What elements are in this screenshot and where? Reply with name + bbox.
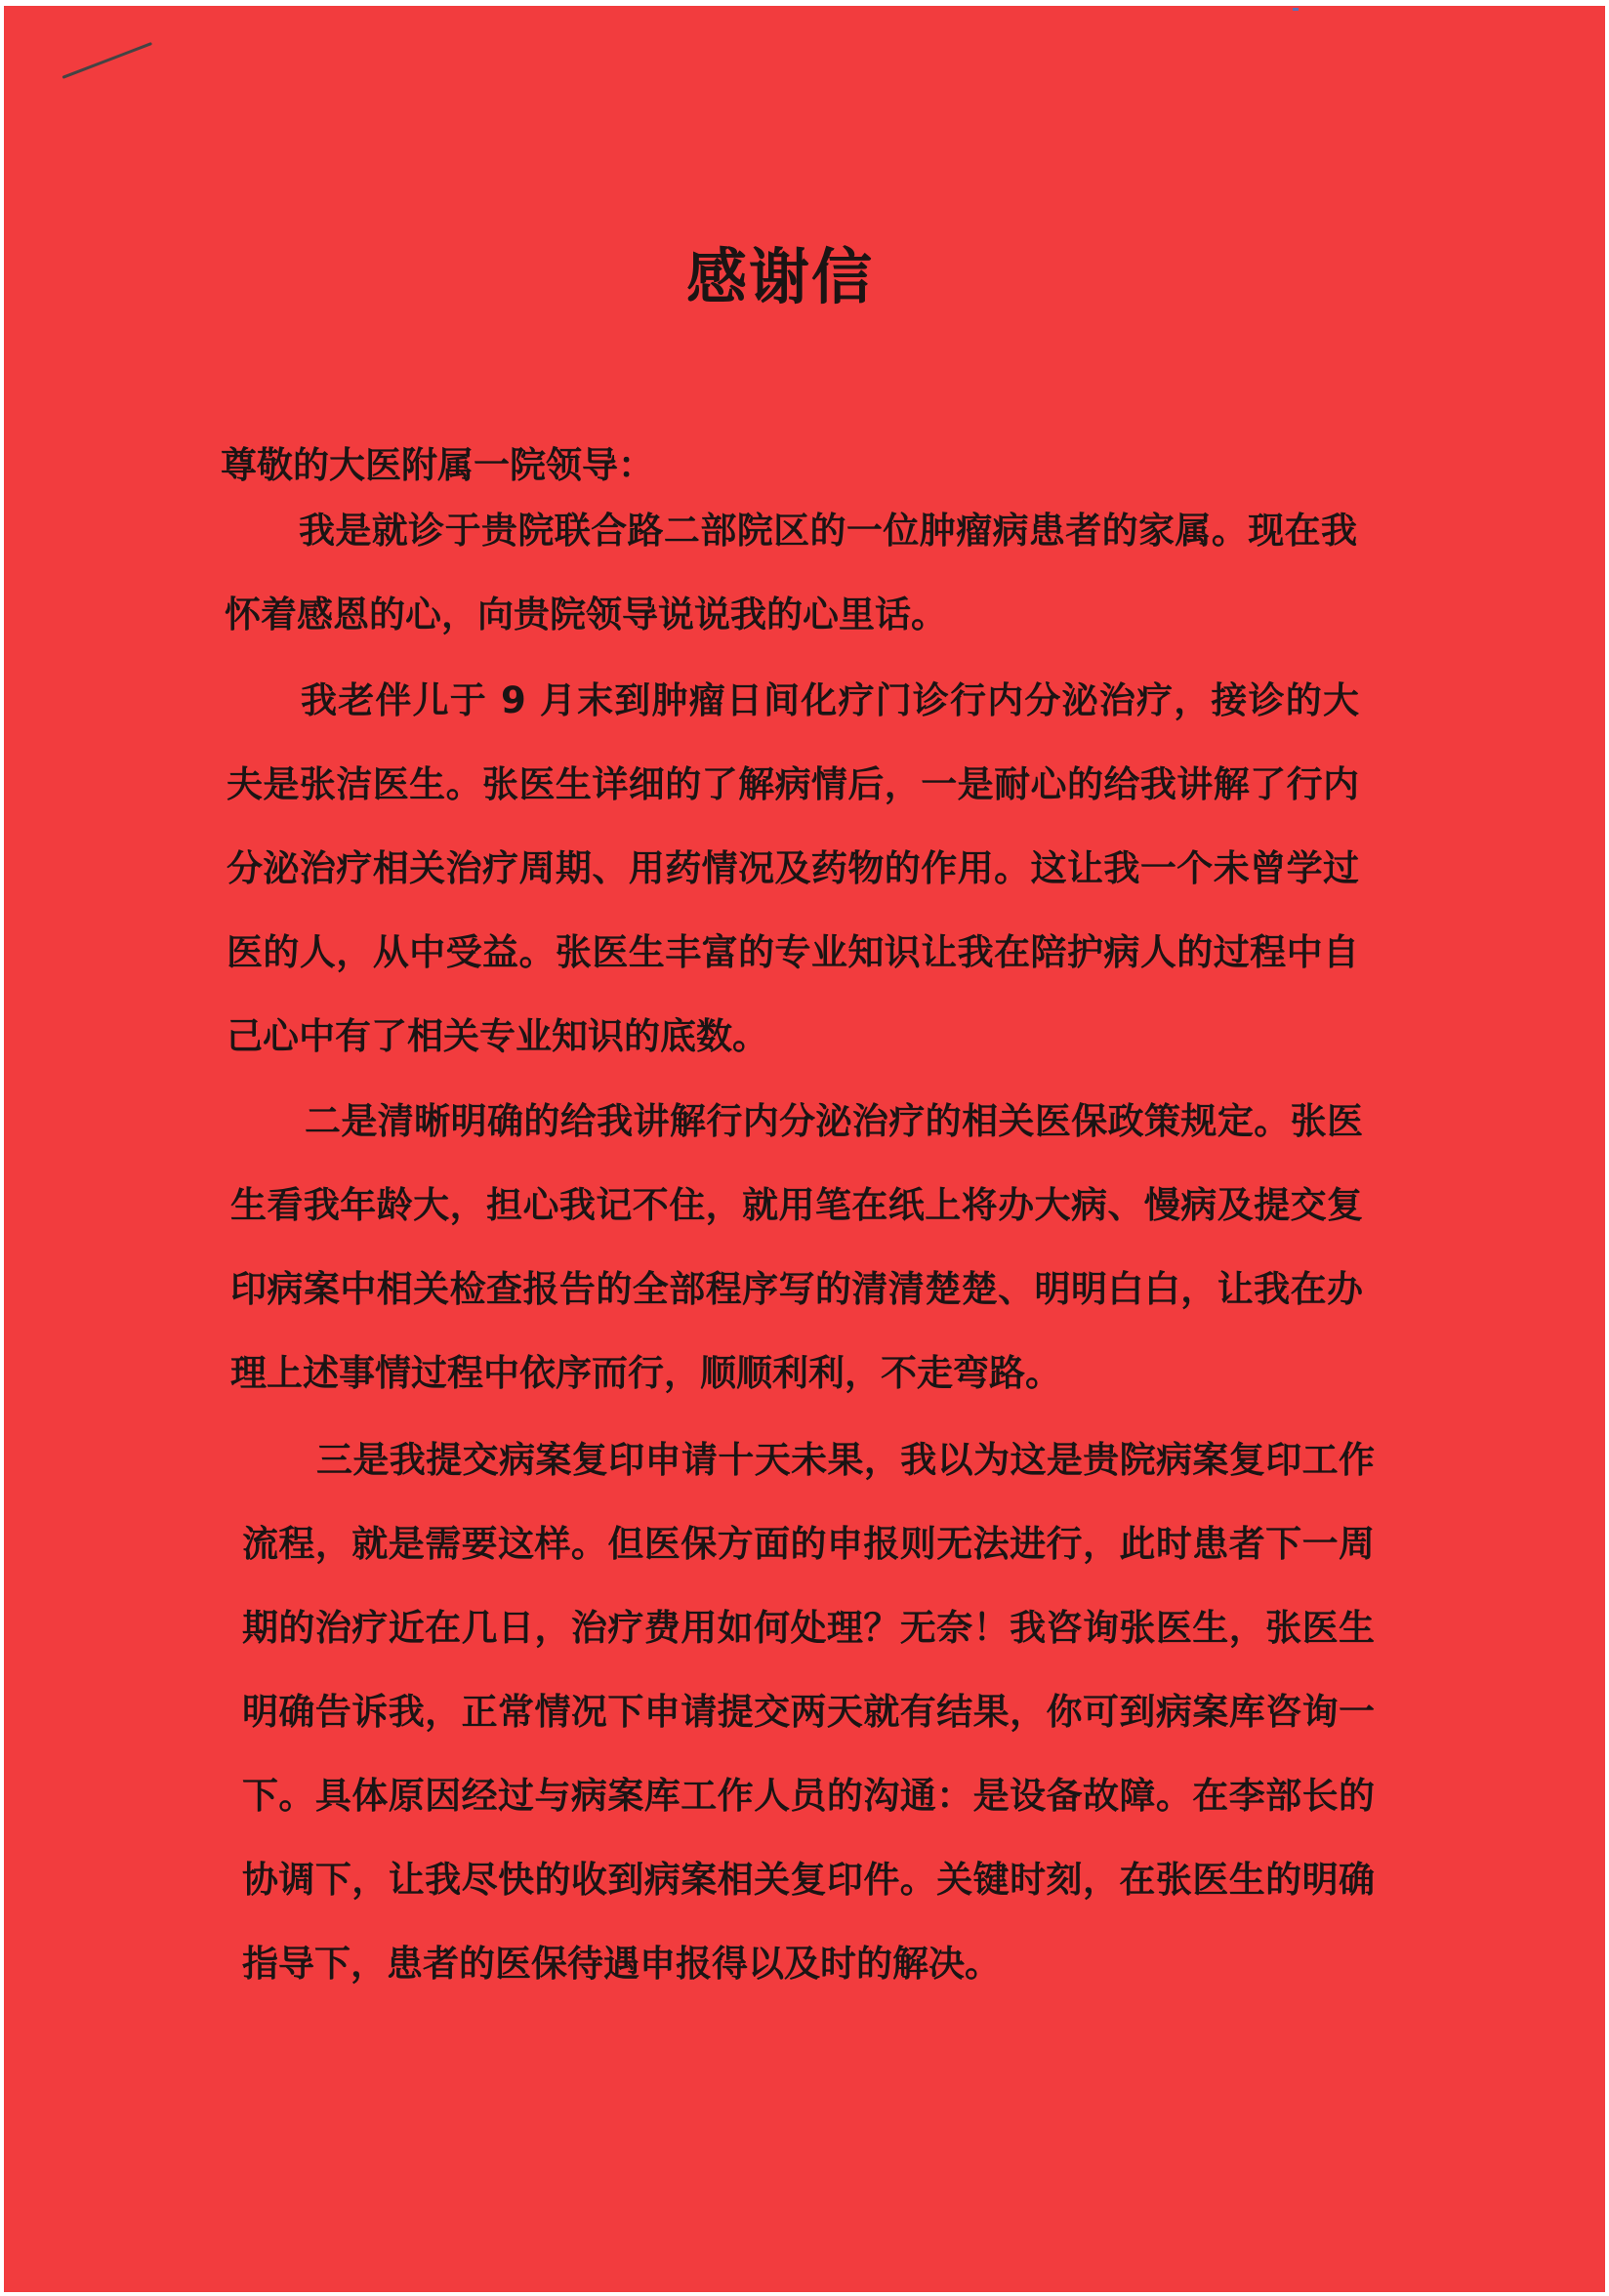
letter-paragraph: 我老伴儿于 9 月末到肿瘤日间化疗门诊行内分泌治疗，接诊的大夫是张洁医生。张医生详细的了解病情后，一是耐心的给我讲解了行内分泌治疗相关治疗周期、用药情况及药物的作用。这让我一个未曾学过医的人，从中受益。张医生丰富的专业知识让我在陪护病人的过程中自己心中有了相关专业知识的底数。 (227, 679, 1359, 1057)
letter-paragraph: 二是清晰明确的给我讲解行内分泌治疗的相关医保政策规定。张医生看我年龄大，担心我记不住，就用笔在纸上将办大病、慢病及提交复印病案中相关检查报告的全部程序写的清清楚楚、明明白白，让我在办理上述事情过程中依序而行，顺顺利利，不走弯路。 (230, 1100, 1363, 1394)
staple-mark (62, 42, 152, 79)
letter-salutation: 尊敬的大医附属一院领导： (221, 444, 654, 486)
letter-title: 感谢信 (685, 241, 874, 312)
letter-page (4, 6, 1605, 2292)
letter-paragraph: 三是我提交病案复印申请十天未果，我以为这是贵院病案复印工作流程，就是需要这样。但医保方面的申报则无法进行，此时患者下一周期的治疗近在几日，治疗费用如何处理？无奈！我咨询张医生，张医生明确告诉我，正常情况下申请提交两天就有结果，你可到病案库咨询一下。具体原因经过与病案库工作人员的沟通：是设备故障。在李部长的协调下，让我尽快的收到病案相关复印件。关键时刻，在张医生的明确指导下，患者的医保待遇申报得以及时的解决。 (242, 1439, 1375, 1985)
letter-paragraph: 我是就诊于贵院联合路二部院区的一位肿瘤病患者的家属。现在我怀着感恩的心，向贵院领导说说我的心里话。 (225, 510, 1357, 636)
scan-speck (1293, 8, 1299, 11)
